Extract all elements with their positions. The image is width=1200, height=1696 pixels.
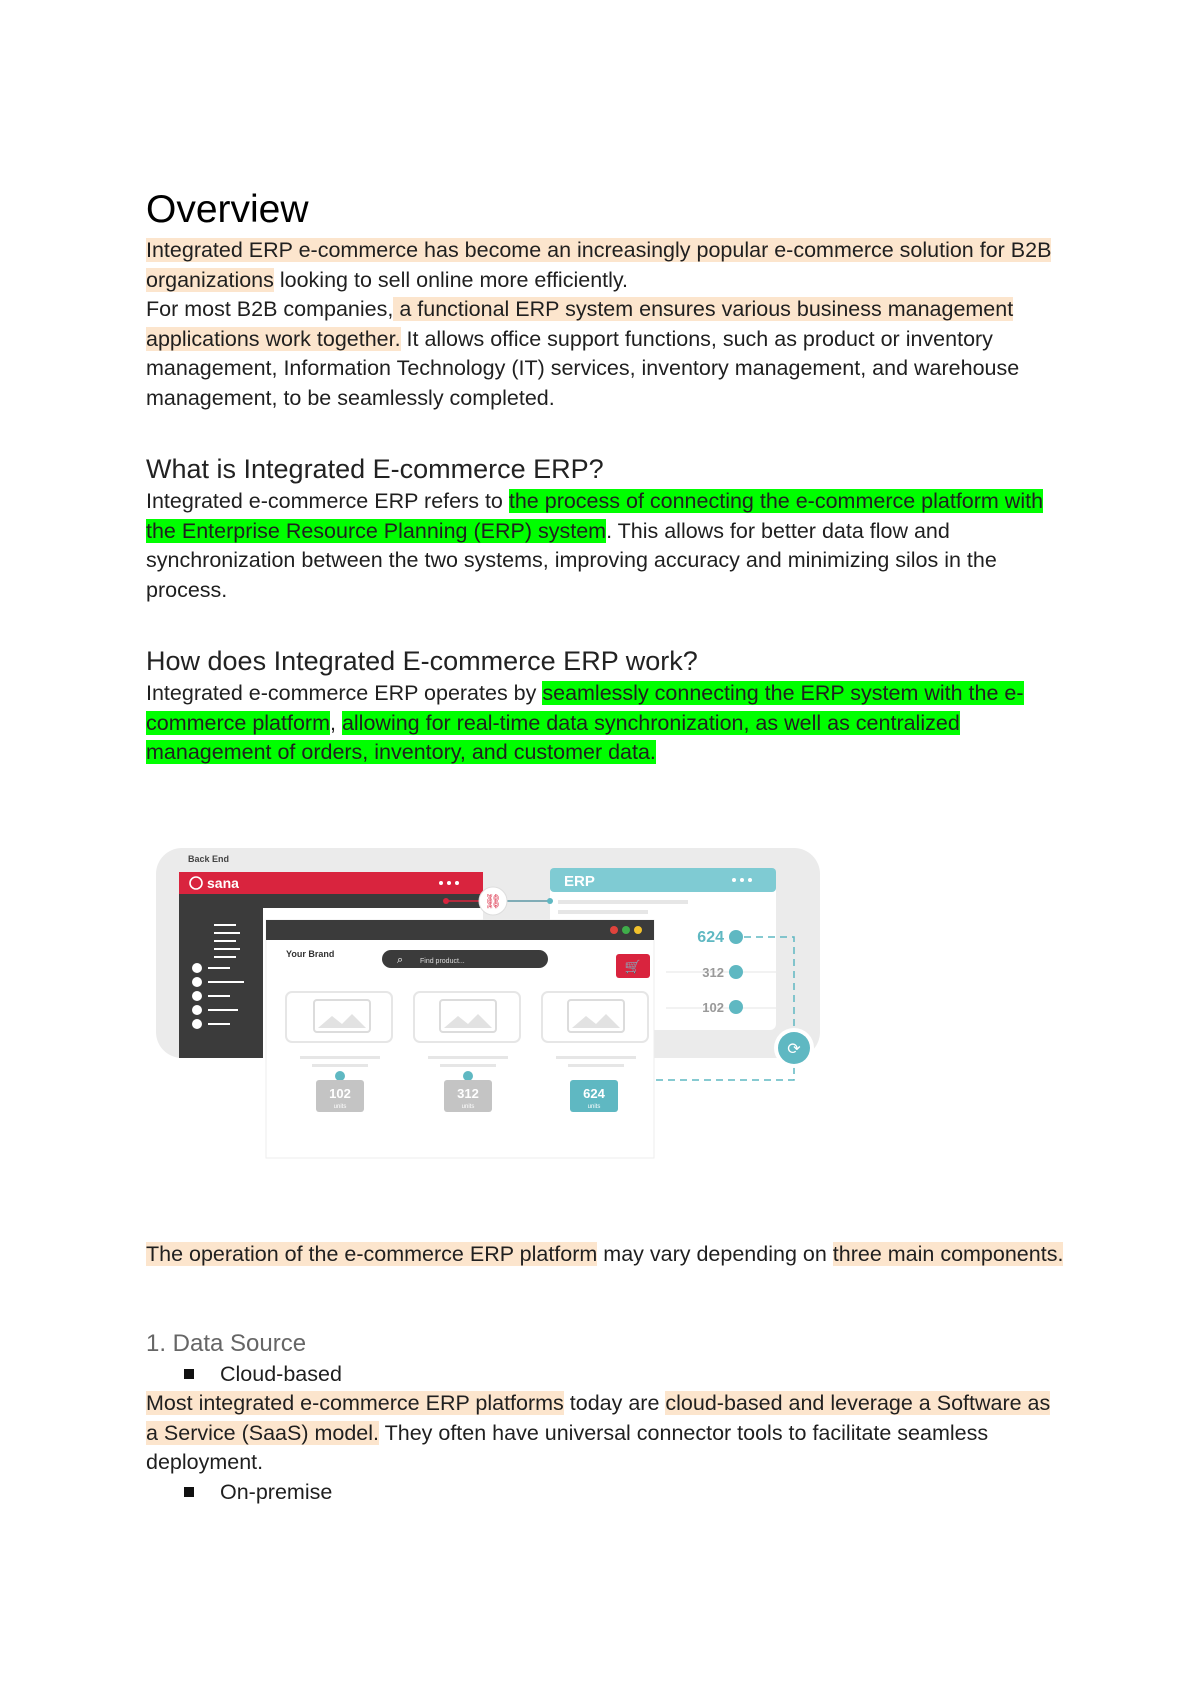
check-icon [729,930,743,944]
paragraph-text: today are [563,1391,666,1415]
lower-body [146,1240,1066,1507]
svg-text:⛓: ⛓ [484,894,502,910]
cloud-paragraph [146,1389,1066,1478]
overview-paragraph-2 [146,295,1066,413]
highlight-green: allowing for real-time data synchronization, as well as centralized management of orders, inventory, and customer data. [146,710,960,764]
paragraph-text: They often have universal connector tools to facilitate seamless deployment. [146,1420,989,1474]
highlight-orange: cloud-based and leverage a Software as a Service (SaaS) model. [146,1391,1051,1445]
erp-integration-illustration [146,840,906,1162]
overview-paragraph-1 [146,236,1066,295]
units-label: units [333,1104,347,1110]
units-label: units [461,1104,475,1110]
highlight-orange: Most integrated e-commerce ERP platforms [146,1391,564,1415]
stock-value: 102 [329,1086,351,1101]
sana-toolbar [179,894,483,908]
bullet-item [146,1360,1066,1390]
bullet-text: On-premise [220,1479,333,1504]
units-label: units [587,1104,601,1110]
how-paragraph [146,679,1066,768]
erp-value: 102 [702,1000,724,1015]
heading-how-does: How does Integrated E-commerce ERP work? [146,646,698,676]
svg-text:🛒: 🛒 [624,960,642,975]
operation-paragraph [146,1240,1066,1270]
bullet-square-icon [184,1369,194,1379]
erp-label: ERP [564,873,595,890]
brand-label: Your Brand [286,949,335,959]
highlight-orange: Integrated ERP e-commerce has become an increasingly popular e-commerce solution for B2B organizations [146,238,1052,292]
search-icon: ⌕ [397,953,404,966]
storefront-search [382,950,548,968]
paragraph-text: It allows office support functions, such as product or inventory management, Information Technology (IT) services, inventory management, and warehouse management, to be seamlessly completed. [146,326,1020,410]
search-placeholder: Find product... [420,958,465,965]
paragraph-text: . This allows for better data flow and synchronization between the two systems, improving accuracy and minimizing silos in the process. [146,518,997,602]
paragraph-text: Integrated e-commerce ERP refers to [146,489,509,513]
highlight-orange: a functional ERP system ensures various business management applications work together. [146,297,1014,351]
svg-text:⟳: ⟳ [787,1039,801,1058]
paragraph-text: may vary depending on [597,1242,833,1266]
erp-value: 624 [697,929,724,946]
stock-value: 312 [457,1086,479,1101]
highlight-orange: The operation of the e-commerce ERP platform [146,1242,598,1266]
illustration-svg [146,840,906,1162]
backend-label: Back End [188,854,230,864]
paragraph-text: For most B2B companies, [146,297,394,321]
dots-icon [732,878,736,882]
storefront-titlebar [266,920,654,940]
paragraph-text: Integrated e-commerce ERP operates by [146,681,543,705]
highlight-green: the process of connecting the e-commerce platform with the Enterprise Resource Planning (ERP) system [146,489,1044,543]
highlight-orange: three main components. [832,1242,1064,1266]
check-icon [729,1000,743,1014]
dots-icon [439,881,443,885]
stock-value: 624 [583,1086,605,1101]
paragraph-text: looking to sell online more efficiently. [273,267,629,292]
erp-value: 312 [702,965,724,980]
document-body [146,184,1066,768]
page-title: Overview [146,188,309,231]
paragraph-text: , [330,710,342,735]
sana-label: sana [207,875,239,891]
check-icon [729,965,743,979]
bullet-square-icon [184,1487,194,1497]
what-paragraph [146,487,1066,605]
bullet-item [146,1478,1066,1508]
heading-data-source: 1. Data Source [146,1329,307,1357]
bullet-text: Cloud-based [220,1361,342,1386]
heading-what-is: What is Integrated E-commerce ERP? [146,454,604,484]
highlight-green: seamlessly connecting the ERP system with the e-commerce platform [146,681,1024,735]
